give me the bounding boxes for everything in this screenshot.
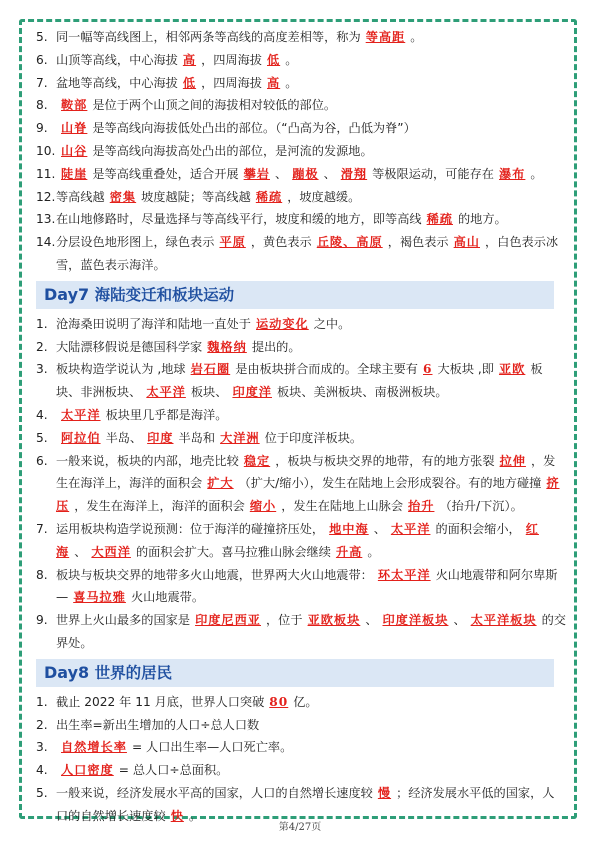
list-item <box>36 163 566 186</box>
item-text: 半岛和 <box>178 430 216 445</box>
item-text: 板块、非洲板块、 <box>56 362 543 400</box>
section-heading-day7 <box>36 281 554 309</box>
item-number: 13. <box>36 212 56 227</box>
section-contour-lines <box>36 26 566 277</box>
answer-blank: 自然增长率 <box>61 740 127 755</box>
section-title: 世界的居民 <box>94 663 173 682</box>
answer-blank: 慢 <box>377 785 392 800</box>
answer-blank: 升高 <box>335 544 363 559</box>
answer-blank: 密集 <box>109 189 137 204</box>
item-number: 7. <box>36 75 48 90</box>
item-text: 等极限运动，可能存在 <box>372 166 494 181</box>
item-text: 是由板块拼合而成的。全球主要有 <box>235 362 418 377</box>
item-text: 是等高线重叠处，适合开展 <box>92 166 239 181</box>
item-text: 是位于两个山顶之间的海拔相对较低的部位。 <box>92 98 337 113</box>
item-text: 盆地等高线，中心海拔 <box>56 75 178 90</box>
day-label: Day7 <box>44 284 90 304</box>
item-text: 山顶等高线，中心海拔 <box>56 52 178 67</box>
answer-blank: 岩石圈 <box>190 362 231 377</box>
answer-blank: 攀岩 <box>243 166 270 181</box>
answer-blank: 印度尼西亚 <box>195 613 261 628</box>
answer-blank: 太平洋板块 <box>470 613 537 628</box>
section-plate-tectonics <box>36 313 566 655</box>
answer-blank: 6 <box>423 362 433 377</box>
answer-blank: 抬升 <box>408 499 435 514</box>
item-text: 、 <box>373 521 386 536</box>
item-text: ，板块与板块交界的地带，有的地方张裂 <box>275 453 495 468</box>
item-text: 大陆漂移假说是德国科学家 <box>56 339 203 354</box>
answer-blank: 印度洋 <box>232 385 272 400</box>
page-number: 第4/27页 <box>278 822 322 833</box>
list-item <box>36 358 566 404</box>
item-text: 沧海桑田说明了海洋和陆地一直处于 <box>56 316 251 331</box>
item-text: 分层设色地形图上，绿色表示 <box>56 235 215 250</box>
item-text: （抬升/下沉）。 <box>439 499 523 514</box>
item-text: 板块里几乎都是海洋。 <box>105 407 228 422</box>
item-text: ；经济发展水平低的国家，人口的自然增长速度较 <box>56 785 555 823</box>
answer-blank: 低 <box>267 52 281 67</box>
list-item <box>36 609 566 655</box>
item-text: 。 <box>285 52 298 67</box>
item-text: 的地方。 <box>458 212 507 227</box>
item-number: 6. <box>36 453 48 468</box>
answer-blank: 喜马拉雅 <box>73 590 126 605</box>
answer-blank: 人口密度 <box>61 763 114 778</box>
item-text: 之中。 <box>313 316 351 331</box>
list-item <box>36 450 566 518</box>
answer-blank: 高山 <box>453 235 480 250</box>
item-text: 板块与板块交界的地带多火山地震，世界两大火山地震带： <box>56 567 373 582</box>
list-item <box>36 49 566 72</box>
list-item <box>36 336 566 359</box>
item-number: 5. <box>36 30 48 44</box>
list-item <box>36 208 566 231</box>
answer-blank: 瀑布 <box>499 166 526 181</box>
item-text: 一般来说，板块的内部，地壳比较 <box>56 453 239 468</box>
item-number: 2. <box>36 339 48 354</box>
item-number: 1. <box>36 316 48 331</box>
answer-blank: 挤压 <box>56 476 560 514</box>
item-text: 在山地修路时，尽量选择与等高线平行，坡度和缓的地方，即等高线 <box>56 212 422 227</box>
item-text: 半岛、 <box>105 430 143 445</box>
item-text: 火山地震带。 <box>130 590 205 605</box>
answer-blank: 平原 <box>219 235 246 250</box>
item-text: ，黄色表示 <box>250 235 312 250</box>
item-number: 6. <box>36 52 48 67</box>
answer-blank: 山脊 <box>61 121 88 136</box>
item-text: ，位于 <box>266 613 303 628</box>
item-text: 的面积会缩小， <box>435 521 521 536</box>
item-number: 14. <box>36 235 56 250</box>
item-text: = 人口出生率—人口死亡率。 <box>131 740 293 755</box>
item-text: 截止 2022 年 11 月底，世界人口突破 <box>56 694 265 709</box>
item-text: 、 <box>275 166 288 181</box>
answer-blank: 鞍部 <box>61 98 88 113</box>
list-item <box>36 564 566 610</box>
answer-blank: 太平洋 <box>146 385 186 400</box>
item-text: 是等高线向海拔低处凸出的部位。（“凸高为谷，凸低为脊”） <box>92 121 416 136</box>
answer-blank: 印度 <box>147 430 174 445</box>
list-item <box>36 404 566 427</box>
item-text: = 总人口÷总面积。 <box>118 763 229 778</box>
answer-blank: 地中海 <box>329 521 369 536</box>
section-title: 海陆变迁和板块运动 <box>94 285 235 304</box>
list-item <box>36 117 566 140</box>
answer-blank: 太平洋 <box>390 521 431 536</box>
list-item <box>36 72 566 95</box>
item-number: 7. <box>36 521 48 536</box>
section-heading-day8 <box>36 659 554 687</box>
answer-blank: 等高距 <box>365 30 406 44</box>
item-text: ，坡度越缓。 <box>287 189 361 204</box>
item-number: 4. <box>36 407 48 422</box>
list-item <box>36 26 566 49</box>
item-number: 2. <box>36 717 48 732</box>
item-text: ，发生在陆地上山脉会 <box>281 499 404 514</box>
item-text: 运用板块构造学说预测：位于海洋的碰撞挤压处， <box>56 521 325 536</box>
section-world-population <box>36 691 566 828</box>
item-text: 是等高线向海拔高处凸出的部位，是河流的发源地。 <box>92 143 373 158</box>
answer-blank: 80 <box>269 694 289 709</box>
answer-blank: 拉伸 <box>499 453 526 468</box>
answer-blank: 缩小 <box>249 499 277 514</box>
answer-blank: 运动变化 <box>256 316 309 331</box>
answer-blank: 滑翔 <box>340 166 368 181</box>
item-number: 9. <box>36 121 48 136</box>
item-text: 板块构造学说认为 ,地球 <box>56 362 186 377</box>
answer-blank: 亚欧 <box>498 362 526 377</box>
page-content <box>36 26 566 828</box>
item-text: 、 <box>323 166 336 181</box>
answer-blank: 低 <box>182 75 197 90</box>
item-text: 的交界处。 <box>56 613 566 650</box>
item-number: 8. <box>36 98 48 113</box>
item-text: ，四周海拔 <box>201 52 262 67</box>
item-text: 。 <box>410 30 423 44</box>
item-text: 大板块 ,即 <box>437 362 494 377</box>
item-text: ，褐色表示 <box>387 235 449 250</box>
item-text: 位于印度洋板块。 <box>264 430 363 445</box>
answer-blank: 大洋洲 <box>220 430 260 445</box>
item-text: 一般来说，经济发展水平高的国家，人口的自然增长速度较 <box>56 785 373 800</box>
answer-blank: 陡崖 <box>61 166 88 181</box>
item-text: 、 <box>74 544 87 559</box>
item-number: 11. <box>36 166 56 181</box>
item-number: 1. <box>36 694 48 709</box>
answer-blank: 亚欧板块 <box>307 613 361 628</box>
answer-blank: 稀疏 <box>426 212 453 227</box>
item-number: 4. <box>36 763 48 778</box>
item-number: 3. <box>36 740 48 755</box>
list-item <box>36 186 566 209</box>
item-text: ，白色表示冰雪，蓝色表示海洋。 <box>56 235 559 272</box>
item-text: 。 <box>188 808 202 823</box>
item-text: 板块、 <box>190 385 228 400</box>
item-text: 、 <box>453 613 466 628</box>
item-text: ，四周海拔 <box>201 75 262 90</box>
item-number: 5. <box>36 430 48 445</box>
item-text: （扩大/缩小），发生在陆地上会形成裂谷。有的地方碰撞 <box>238 476 542 491</box>
item-text: ，发生在海洋上，海洋的面积会 <box>74 499 245 514</box>
item-text: 提出的。 <box>251 339 301 354</box>
item-text: ，发生在海洋上，海洋的面积会 <box>56 453 556 491</box>
item-text: 、 <box>365 613 378 628</box>
list-item <box>36 759 566 782</box>
answer-blank: 快 <box>170 808 184 823</box>
item-text: 出生率=新出生增加的人口÷总人口数 <box>56 717 260 732</box>
answer-blank: 稀疏 <box>255 189 283 204</box>
item-text: 同一幅等高线图上，相邻两条等高线的高度差相等，称为 <box>56 30 361 44</box>
item-text: 世界上火山最多的国家是 <box>56 613 191 628</box>
answer-blank: 环太平洋 <box>377 567 431 582</box>
answer-blank: 大西洋 <box>91 544 131 559</box>
item-text: 等高线越 <box>56 189 105 204</box>
item-text: 的面积会扩大。喜马拉雅山脉会继续 <box>135 544 331 559</box>
list-item <box>36 313 566 336</box>
item-number: 12. <box>36 189 56 204</box>
list-item <box>36 427 566 450</box>
answer-blank: 稳定 <box>243 453 271 468</box>
item-text: 亿。 <box>293 694 318 709</box>
day-label: Day8 <box>44 662 90 682</box>
item-text: 。 <box>367 544 380 559</box>
item-text: 火山地震带和阿尔卑斯— <box>56 567 558 605</box>
list-item <box>36 140 566 163</box>
answer-blank: 高 <box>267 75 281 90</box>
item-text: 板块、美洲板块、南极洲板块。 <box>277 385 448 400</box>
answer-blank: 太平洋 <box>61 407 101 422</box>
answer-blank: 高 <box>182 52 197 67</box>
item-number: 8. <box>36 567 48 582</box>
list-item <box>36 691 566 714</box>
answer-blank: 丘陵、高原 <box>316 235 383 250</box>
item-number: 3. <box>36 362 48 377</box>
list-item <box>36 714 566 737</box>
list-item <box>36 736 566 759</box>
answer-blank: 山谷 <box>61 143 88 158</box>
item-number: 5. <box>36 785 48 800</box>
item-number: 9. <box>36 613 48 628</box>
list-item <box>36 94 566 117</box>
answer-blank: 蹦极 <box>292 166 319 181</box>
answer-blank: 印度洋板块 <box>382 613 449 628</box>
item-text: 。 <box>285 75 298 90</box>
answer-blank: 阿拉伯 <box>61 430 101 445</box>
answer-blank: 红海 <box>56 521 539 559</box>
item-number: 10. <box>36 143 56 158</box>
item-text: 。 <box>530 166 543 181</box>
list-item <box>36 231 566 277</box>
answer-blank: 魏格纳 <box>207 339 247 354</box>
item-text: 坡度越陡；等高线越 <box>141 189 251 204</box>
answer-blank: 扩大 <box>207 476 234 491</box>
list-item <box>36 518 566 564</box>
